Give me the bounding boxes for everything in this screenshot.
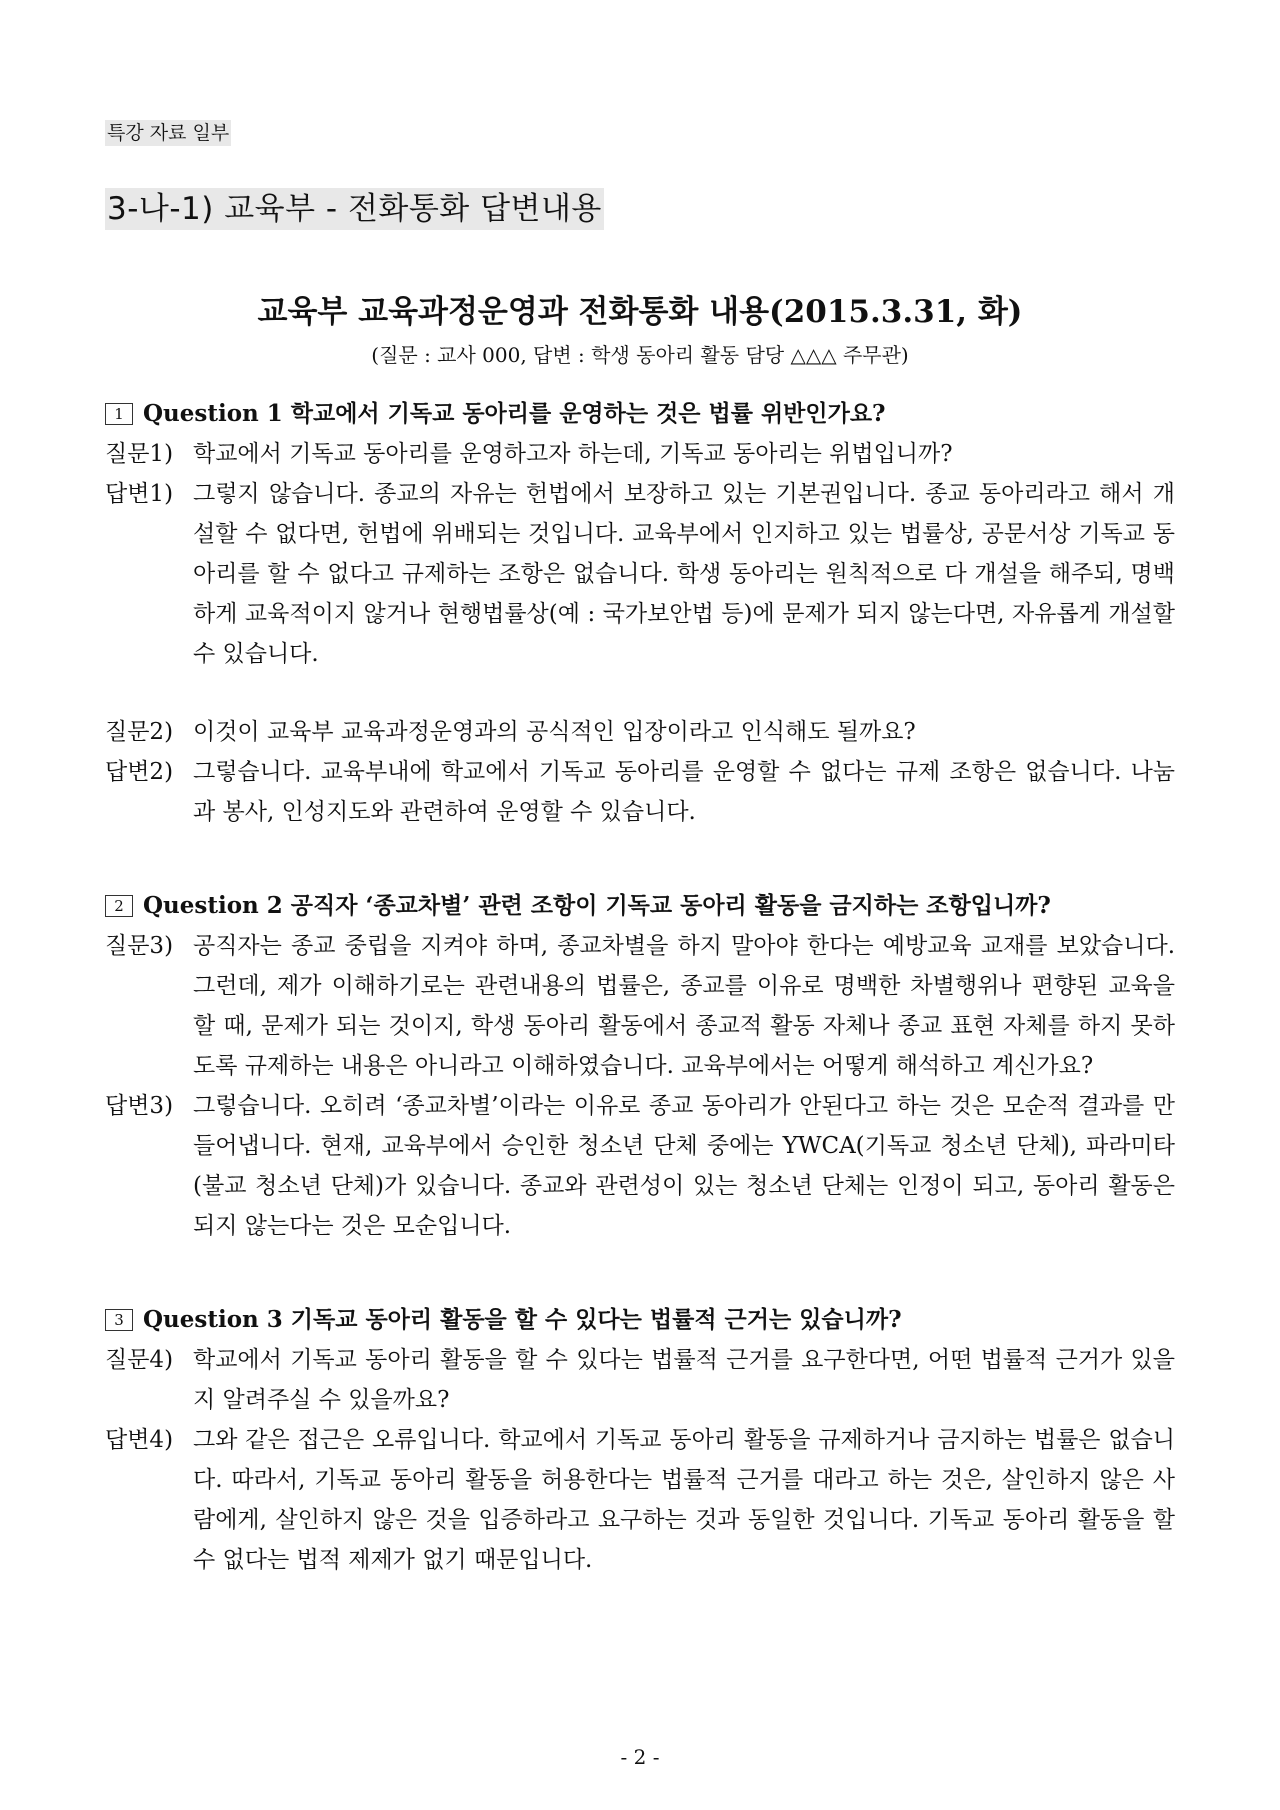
qa-item	[105, 752, 1175, 832]
qa-text: 학교에서 기독교 동아리 활동을 할 수 있다는 법률적 근거를 요구한다면, 어떤 법률적 근거가 있을지 알려주실 수 있을까요?	[193, 1347, 1175, 1413]
question-3-heading	[105, 1300, 1175, 1340]
question-number-box: 1	[105, 403, 133, 425]
qa-text: 그와 같은 접근은 오류입니다. 학교에서 기독교 동아리 활동을 규제하거나 금지하는 법률은 없습니다. 따라서, 기독교 동아리 활동을 허용한다는 법률적 근거를 대라고 하는 것은, 살인하지 않은 사람에게, 살인하지 않은 것을 입증하라고 요구하는 것과 동일한 것입니다. 기독교 동아리 활동을 할 수 없다는 법적 제제가 없기 때문입니다.	[193, 1427, 1175, 1573]
qa-item	[105, 926, 1175, 1086]
page-number: - 2 -	[620, 1745, 660, 1769]
qa-label: 답변3)	[105, 1093, 174, 1119]
qa-item	[105, 474, 1175, 674]
question-heading-text: Question 2 공직자 ‘종교차별’ 관련 조항이 기독교 동아리 활동을 금지하는 조항입니까?	[143, 892, 1051, 919]
qa-item	[105, 1420, 1175, 1580]
qa-item	[105, 434, 1175, 474]
qa-label: 답변1)	[105, 481, 174, 507]
qa-label: 답변4)	[105, 1427, 174, 1453]
qa-item	[105, 1086, 1175, 1246]
question-heading-text: Question 3 기독교 동아리 활동을 할 수 있다는 법률적 근거는 있습니까?	[143, 1306, 902, 1333]
qa-label: 질문4)	[105, 1347, 174, 1373]
qa-item	[105, 712, 1175, 752]
qa-label: 질문3)	[105, 933, 174, 959]
document-title: 교육부 교육과정운영과 전화통화 내용(2015.3.31, 화)	[257, 294, 1023, 330]
question-1-heading	[105, 394, 1175, 434]
question-number-box: 2	[105, 895, 133, 917]
qa-text: 그렇습니다. 오히려 ‘종교차별’이라는 이유로 종교 동아리가 안된다고 하는 것은 모순적 결과를 만들어냅니다. 현재, 교육부에서 승인한 청소년 단체 중에는 YWCA(기독교 청소년 단체), 파라미타(불교 청소년 단체)가 있습니다. 종교와 관련성이 있는 청소년 단체는 인정이 되고, 동아리 활동은 되지 않는다는 것은 모순입니다.	[193, 1093, 1175, 1239]
question-2-heading	[105, 886, 1175, 926]
qa-text: 학교에서 기독교 동아리를 운영하고자 하는데, 기독교 동아리는 위법입니까?	[193, 441, 953, 467]
qa-text: 그렇습니다. 교육부내에 학교에서 기독교 동아리를 운영할 수 없다는 규제 조항은 없습니다. 나눔과 봉사, 인성지도와 관련하여 운영할 수 있습니다.	[193, 759, 1175, 825]
document-tag: 특강 자료 일부	[107, 122, 230, 144]
qa-text: 그렇지 않습니다. 종교의 자유는 헌법에서 보장하고 있는 기본권입니다. 종교 동아리라고 해서 개설할 수 없다면, 헌법에 위배되는 것입니다. 교육부에서 인지하고 있는 법률상, 공문서상 기독교 동아리를 할 수 없다고 규제하는 조항은 없습니다. 학생 동아리는 원칙적으로 다 개설을 해주되, 명백하게 교육적이지 않거나 현행법률상(예 : 국가보안법 등)에 문제가 되지 않는다면, 자유롭게 개설할 수 있습니다.	[193, 481, 1175, 667]
question-heading-text: Question 1 학교에서 기독교 동아리를 운영하는 것은 법률 위반인가요?	[143, 400, 886, 427]
qa-label: 답변2)	[105, 759, 174, 785]
qa-label: 질문2)	[105, 719, 174, 745]
qa-text: 이것이 교육부 교육과정운영과의 공식적인 입장이라고 인식해도 될까요?	[193, 719, 916, 745]
qa-label: 질문1)	[105, 441, 174, 467]
qa-text: 공직자는 종교 중립을 지켜야 하며, 종교차별을 하지 말아야 한다는 예방교육 교재를 보았습니다. 그런데, 제가 이해하기로는 관련내용의 법률은, 종교를 이유로 명백한 차별행위나 편향된 교육을 할 때, 문제가 되는 것이지, 학생 동아리 활동에서 종교적 활동 자체나 종교 표현 자체를 하지 못하도록 규제하는 내용은 아니라고 이해하였습니다. 교육부에서는 어떻게 해석하고 계신가요?	[193, 933, 1175, 1079]
question-number-box: 3	[105, 1309, 133, 1331]
section-title: 3-나-1) 교육부 - 전화통화 답변내용	[105, 188, 604, 230]
document-subtitle: (질문 : 교사 000, 답변 : 학생 동아리 활동 담당 △△△ 주무관)	[371, 343, 909, 367]
qa-item	[105, 1340, 1175, 1420]
